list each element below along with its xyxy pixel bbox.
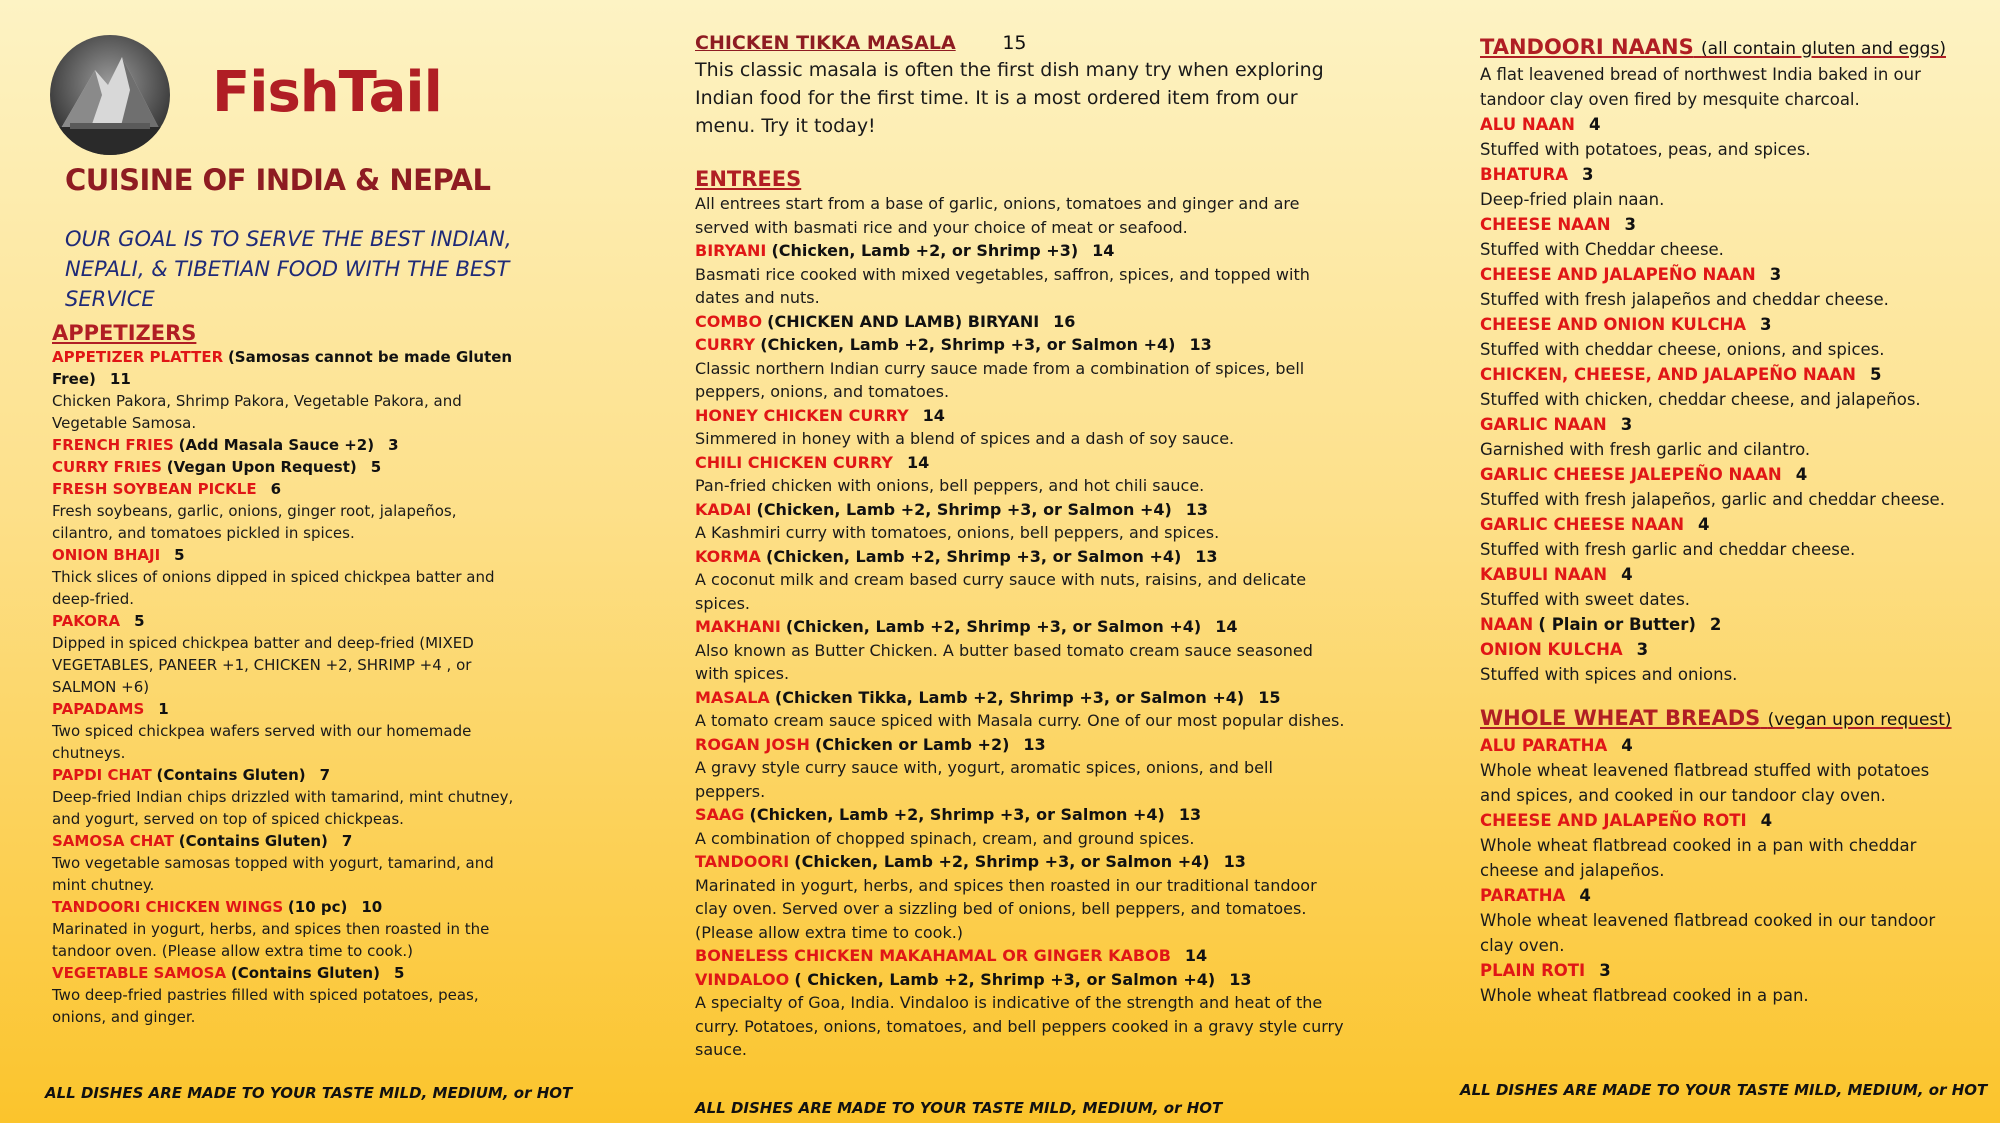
menu-item-desc: Stuffed with fresh jalapeños, garlic and cheddar cheese. [1480,490,1945,509]
menu-item-desc: Classic northern Indian curry sauce made from a combination of spices, bell peppers, onions, and tomatoes. [695,358,1305,401]
featured-item-title [695,32,1345,54]
menu-item [1480,612,1960,637]
menu-item [695,404,1345,428]
menu-item [695,451,1345,475]
menu-item [695,968,1345,992]
menu-item-name: APPETIZER PLATTER [52,348,224,366]
menu-item-desc: Stuffed with sweet dates. [1480,590,1691,609]
menu-item-options: (Samosas cannot be made Gluten Free) [52,348,513,388]
menu-item-price: 5 [134,612,145,630]
entrees-intro: All entrees start from a base of garlic, onions, tomatoes and ginger and are served with basmati rice and your choice of meat or seafood. [695,194,1300,237]
breads-note: (vegan upon request) [1767,710,1952,730]
menu-item [52,544,522,566]
menu-item-name: PARATHA [1480,886,1566,905]
menu-item-name: FRESH SOYBEAN PICKLE [52,480,257,498]
menu-item-name: MAKHANI [695,617,781,636]
brand-name: FishTail [212,60,442,125]
menu-item-name: CHEESE AND ONION KULCHA [1480,315,1747,334]
menu-item-name: GARLIC CHEESE JALEPEÑO NAAN [1480,465,1782,484]
menu-item-desc: Stuffed with potatoes, peas, and spices. [1480,140,1811,159]
menu-item-desc: Two deep-fried pastries filled with spiced potatoes, peas, onions, and ginger. [52,986,479,1026]
menu-item-name: ROGAN JOSH [695,734,810,754]
menu-item-price: 4 [1795,465,1808,484]
menu-item [1480,362,1960,387]
menu-item-name: BHATURA [1480,165,1569,184]
menu-item [52,610,522,632]
menu-item-price: 13 [1223,852,1246,871]
menu-item-options: (Chicken, Lamb +2, Shrimp +3, or Salmon +4) [760,335,1176,354]
menu-item-price: 13 [1185,499,1209,519]
menu-item-price: 3 [1624,215,1637,234]
menu-item [1480,733,1960,758]
menu-item [52,478,522,500]
menu-item-options: (Chicken, Lamb +2, or Shrimp +3) [771,241,1079,260]
menu-item-price: 1 [158,700,169,718]
menu-item [1480,212,1960,237]
menu-item-price: 4 [1621,736,1633,755]
menu-item-name: KADAI [695,499,752,519]
menu-item-price: 13 [1023,734,1046,754]
menu-item [52,698,522,720]
menu-item [52,434,522,456]
menu-item-desc: Stuffed with chicken, cheddar cheese, and jalapeños. [1480,390,1921,409]
menu-item-name: ALU PARATHA [1480,736,1608,755]
menu-item-desc: A Kashmiri curry with tomatoes, onions, bell peppers, and spices. [695,523,1220,542]
naans-note: (all contain gluten and eggs) [1701,39,1946,59]
menu-item-desc: Stuffed with Cheddar cheese. [1480,240,1724,259]
menu-item [52,896,522,918]
menu-item-name: GARLIC CHEESE NAAN [1480,515,1685,534]
menu-item-price: 4 [1589,115,1601,134]
menu-item-options: (Chicken or Lamb +2) [814,734,1010,754]
menu-item-name: TANDOORI [695,852,790,871]
menu-item-options: (10 pc) [287,898,348,916]
footer-note-center: ALL DISHES ARE MADE TO YOUR TASTE MILD, MEDIUM, or HOT [695,1099,1223,1117]
menu-item-desc: Dipped in spiced chickpea batter and deep-fried (MIXED VEGETABLES, PANEER +1, CHICKEN +2, SHRIMP +4 , or SALMON +6) [52,634,474,696]
breads-title [1480,705,1960,733]
menu-item-name: VINDALOO [695,969,790,989]
menu-item [1480,262,1960,287]
menu-item-desc: Basmati rice cooked with mixed vegetables, saffron, spices, and topped with dates and nuts. [695,264,1310,307]
menu-item-desc: Garnished with fresh garlic and cilantro. [1480,440,1811,459]
menu-item-name: BONELESS CHICKEN MAKAHAMAL OR GINGER KABOB [695,946,1171,965]
menu-item-options: (Contains Gluten) [230,964,380,982]
menu-item-desc: Marinated in yogurt, herbs, and spices then roasted in our traditional tandoor clay oven. Served over a sizzling bed of onions, bell peppers, and tomatoes. (Please allow extra time to cook.) [695,875,1317,942]
menu-item-price: 15 [1258,687,1281,707]
menu-item-price: 14 [1184,946,1208,965]
menu-item-name: GARLIC NAAN [1480,415,1607,434]
menu-item [1480,412,1960,437]
menu-item-price: 14 [922,405,945,425]
menu-item [695,615,1345,639]
menu-item-options: (Add Masala Sauce +2) [178,436,375,454]
menu-item-price: 3 [1760,315,1772,334]
menu-item-desc: Simmered in honey with a blend of spices and a dash of soy sauce. [695,429,1235,448]
menu-item-desc: Fresh soybeans, garlic, onions, ginger root, jalapeños, cilantro, and tomatoes pickled in spices. [52,502,457,542]
menu-item-options: (Chicken, Lamb +2, Shrimp +3, or Salmon +4) [794,852,1210,871]
menu-item-price: 13 [1189,335,1212,354]
menu-item-price: 2 [1709,615,1722,634]
menu-item-desc: Pan-fried chicken with onions, bell peppers, and hot chili sauce. [695,476,1205,495]
menu-item-desc: Chicken Pakora, Shrimp Pakora, Vegetable Pakora, and Vegetable Samosa. [52,392,462,432]
menu-item-name: HONEY CHICKEN CURRY [695,405,909,425]
menu-item-desc: Whole wheat flatbread cooked in a pan. [1480,986,1809,1005]
menu-item-price: 4 [1760,811,1773,830]
mountain-icon [50,35,170,155]
menu-item-price: 5 [370,458,382,476]
menu-item-desc: A specialty of Goa, India. Vindaloo is indicative of the strength and heat of the curry. Potatoes, onions, tomatoes, and bell peppers cooked in a gravy style curry sauce. [695,993,1344,1059]
menu-item-name: CHEESE AND JALAPEÑO NAAN [1480,265,1756,284]
menu-item-price: 10 [361,898,383,916]
menu-item-desc: Marinated in yogurt, herbs, and spices then roasted in the tandoor oven. (Please allow extra time to cook.) [52,920,490,960]
menu-item-name: CHEESE AND JALAPEÑO ROTI [1480,811,1747,830]
menu-item-price: 14 [907,452,930,472]
menu-item-desc: Stuffed with fresh garlic and cheddar cheese. [1480,540,1856,559]
menu-item-desc: Whole wheat flatbread cooked in a pan with cheddar cheese and jalapeños. [1480,836,1917,880]
menu-item [52,346,522,390]
menu-item-price: 13 [1178,805,1202,824]
featured-item-name: CHICKEN TIKKA MASALA [695,32,956,54]
menu-item-name: ONION KULCHA [1480,640,1623,659]
menu-item-price: 7 [341,832,353,850]
featured-item-price: 15 [1002,32,1027,54]
menu-item-price: 7 [319,766,331,784]
menu-item-desc: Deep-fried Indian chips drizzled with tamarind, mint chutney, and yogurt, served on top of spiced chickpeas. [52,788,514,828]
menu-item [52,962,522,984]
menu-item-options: (Chicken, Lamb +2, Shrimp +3, or Salmon +4) [785,617,1202,636]
menu-item-name: PAKORA [52,612,121,630]
menu-item-price: 5 [1870,365,1882,384]
menu-item [695,310,1345,334]
menu-item-price: 11 [109,370,131,388]
menu-item [52,456,522,478]
footer-note-right: ALL DISHES ARE MADE TO YOUR TASTE MILD, MEDIUM, or HOT [1460,1081,1988,1099]
menu-item-desc: Thick slices of onions dipped in spiced chickpea batter and deep-fried. [52,568,495,608]
menu-item [1480,312,1960,337]
naans-title [1480,34,1960,62]
menu-item-name: BIRYANI [695,241,767,260]
menu-item-price: 14 [1215,617,1238,636]
menu-item [695,944,1345,968]
menu-item-desc: Two vegetable samosas topped with yogurt, tamarind, and mint chutney. [52,854,494,894]
menu-item-desc: A gravy style curry sauce with, yogurt, aromatic spices, onions, and bell peppers. [695,758,1273,801]
menu-item-name: NAAN [1480,615,1534,634]
menu-item [695,498,1345,522]
menu-item-price: 16 [1053,311,1076,331]
menu-item [695,733,1345,757]
menu-item-desc: Stuffed with cheddar cheese, onions, and spices. [1480,340,1885,359]
menu-item-desc: A combination of chopped spinach, cream, and ground spices. [695,828,1195,848]
footer-note-left: ALL DISHES ARE MADE TO YOUR TASTE MILD, MEDIUM, or HOT [45,1084,573,1102]
entrees-column [695,32,1345,1062]
menu-item [695,686,1345,710]
cuisine-heading: CUISINE OF INDIA & NEPAL [65,163,491,197]
menu-item [1480,808,1960,833]
menu-item [695,239,1345,263]
entrees-title: ENTREES [695,167,802,191]
menu-item-price: 3 [1620,415,1633,434]
goal-statement: OUR GOAL IS TO SERVE THE BEST INDIAN, NEPALI, & TIBETIAN FOOD WITH THE BEST SERVICE [65,227,512,311]
appetizers-title: APPETIZERS [52,321,197,345]
menu-item-options: (Contains Gluten) [156,766,306,784]
menu-item-options: ( Plain or Butter) [1538,615,1696,634]
menu-item-desc: Whole wheat leavened flatbread cooked in our tandoor clay oven. [1480,911,1936,955]
menu-item-price: 13 [1195,546,1218,566]
menu-item-name: ONION BHAJI [52,546,161,564]
menu-item-desc: Stuffed with fresh jalapeños and cheddar cheese. [1480,290,1889,309]
breads-list [1480,733,1960,1008]
menu-item-name: CURRY [695,335,756,354]
menu-item-price: 14 [1092,241,1115,260]
naans-intro: A flat leavened bread of northwest India baked in our tandoor clay oven fired by mesquite charcoal. [1480,65,1921,109]
menu-item-name: TANDOORI CHICKEN WINGS [52,898,284,916]
menu-item-desc: Two spiced chickpea wafers served with our homemade chutneys. [52,722,472,762]
naans-list [1480,112,1960,687]
menu-item [1480,512,1960,537]
menu-item-options: (Vegan Upon Request) [166,458,357,476]
menu-item-desc: Stuffed with spices and onions. [1480,665,1738,684]
menu-item-price: 3 [1599,961,1611,980]
menu-item-options: ( Chicken, Lamb +2, Shrimp +3, or Salmon +4) [794,969,1216,989]
menu-item [52,764,522,786]
menu-item-name: CHEESE NAAN [1480,215,1611,234]
logo-image [50,35,170,155]
menu-item-price: 3 [1769,265,1782,284]
menu-item-desc: Deep-fried plain naan. [1480,190,1665,209]
menu-item-name: KABULI NAAN [1480,565,1608,584]
menu-item-name: ALU NAAN [1480,115,1575,134]
menu-item-name: SAAG [695,805,745,824]
menu-item-name: CURRY FRIES [52,458,162,476]
menu-item-options: (Chicken Tikka, Lamb +2, Shrimp +3, or Salmon +4) [774,687,1245,707]
menu-item-name: MASALA [695,687,770,707]
menu-item-options: (Chicken, Lamb +2, Shrimp +3, or Salmon +4) [766,546,1182,566]
menu-item-price: 6 [270,480,282,498]
menu-item-desc: A tomato cream sauce spiced with Masala curry. One of our most popular dishes. [695,711,1345,730]
entrees-list [695,239,1345,1062]
menu-item-price: 5 [393,964,405,982]
menu-item-desc: Also known as Butter Chicken. A butter based tomato cream sauce seasoned with spices. [695,640,1313,683]
menu-item-price: 4 [1621,565,1633,584]
menu-item-options: (Chicken, Lamb +2, Shrimp +3, or Salmon +4) [749,805,1165,824]
menu-item-name: SAMOSA CHAT [52,832,174,850]
menu-item-name: PAPDI CHAT [52,766,152,784]
naans-title-text: TANDOORI NAANS [1480,35,1694,59]
menu-item-name: COMBO [695,311,763,331]
menu-item [1480,883,1960,908]
appetizers-section [52,316,522,1028]
menu-item-price: 3 [1582,165,1594,184]
menu-item-name: FRENCH FRIES [52,436,174,454]
appetizers-list [52,346,522,1028]
menu-item-price: 3 [388,436,399,454]
menu-item-name: KORMA [695,546,761,566]
menu-item-price: 13 [1229,969,1252,989]
menu-item-price: 5 [174,546,185,564]
menu-item [1480,637,1960,662]
featured-item-desc: This classic masala is often the first dish many try when exploring Indian food for the first time. It is a most ordered item from our menu. Try it today! [695,59,1324,137]
menu-item [1480,162,1960,187]
menu-item [695,803,1345,827]
menu-item-name: CHICKEN, CHEESE, AND JALAPEÑO NAAN [1480,365,1856,384]
menu-item [1480,462,1960,487]
menu-item [52,830,522,852]
menu-item-desc: Whole wheat leavened flatbread stuffed with potatoes and spices, and cooked in our tandoor clay oven. [1480,761,1930,805]
breads-column [1480,30,1960,1008]
menu-item-name: PAPADAMS [52,700,145,718]
menu-item-name: CHILI CHICKEN CURRY [695,452,894,472]
menu-item [1480,112,1960,137]
menu-item-price: 4 [1579,886,1591,905]
menu-item-price: 3 [1636,640,1649,659]
menu-item-desc: A coconut milk and cream based curry sauce with nuts, raisins, and delicate spices. [695,570,1307,613]
breads-title-text: WHOLE WHEAT BREADS [1480,706,1761,730]
menu-item-name: VEGETABLE SAMOSA [52,964,227,982]
menu-item-options: (CHICKEN AND LAMB) BIRYANI [767,311,1040,331]
menu-item-options: (Contains Gluten) [178,832,328,850]
menu-item-name: PLAIN ROTI [1480,961,1586,980]
menu-item-price: 4 [1698,515,1710,534]
menu-item-options: (Chicken, Lamb +2, Shrimp +3, or Salmon +4) [756,499,1172,519]
menu-item [1480,958,1960,983]
menu-item [695,545,1345,569]
menu-item [695,850,1345,874]
menu-item [1480,562,1960,587]
menu-item [695,333,1345,357]
